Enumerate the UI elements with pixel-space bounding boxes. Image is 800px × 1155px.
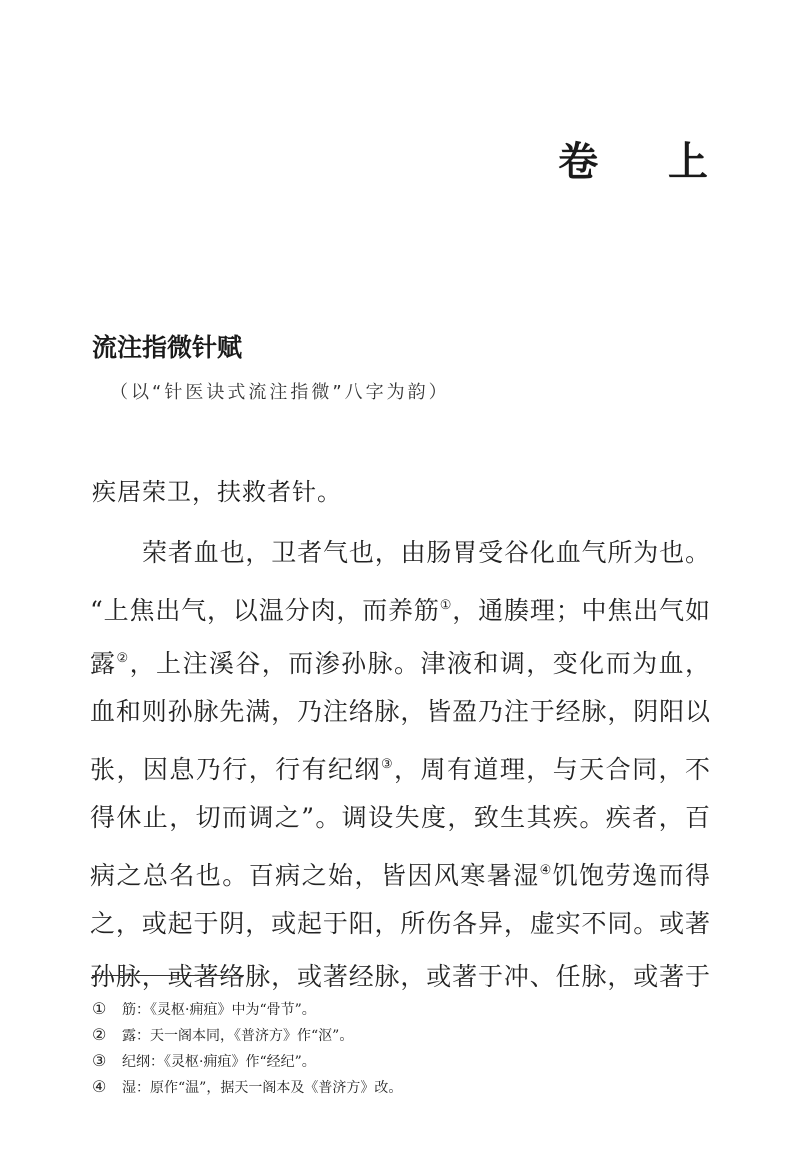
footnote-mark: ④ xyxy=(92,1077,107,1096)
text-segment: ，上注溪谷，而渗孙脉。津液和调，变化而为血， xyxy=(129,649,710,678)
footnote-mark: ② xyxy=(92,1025,107,1044)
chapter-title: 卷 上 xyxy=(558,138,736,185)
text-line xyxy=(90,795,710,848)
footnote-reference: ② xyxy=(116,651,130,666)
text-line xyxy=(90,583,710,636)
text-segment: 饥饱劳逸而得 xyxy=(552,861,710,890)
verse-heading: 疾居荣卫，扶救者针。 xyxy=(92,478,342,506)
text-line xyxy=(90,742,710,795)
text-line xyxy=(90,901,710,954)
footnote-text: 湿：原作“温”，据天一阁本及《普济方》改。 xyxy=(122,1080,403,1096)
footnote-text: 纪纲：《灵枢·痈疽》作“经纪”。 xyxy=(122,1054,316,1070)
footnotes xyxy=(92,996,402,1100)
text-segment: 孙脉，或著络脉，或著经脉，或著于冲、任脉，或著于 xyxy=(90,962,710,991)
section-subtitle: （以“针医诀式流注指微”八字为韵） xyxy=(110,382,450,403)
text-segment: “上焦出气，以温分肉，而养筋 xyxy=(90,596,440,625)
footnote-item xyxy=(92,1074,402,1100)
commentary-paragraph xyxy=(90,530,710,1007)
text-segment: 得休止，切而调之”。调设失度，致生其疾。疾者，百 xyxy=(90,803,710,832)
footnote-item xyxy=(92,1022,402,1048)
footnote-mark: ① xyxy=(92,999,107,1018)
section-title: 流注指微针赋 xyxy=(92,333,243,362)
text-line xyxy=(90,636,710,689)
footnote-mark: ③ xyxy=(92,1051,107,1070)
footnote-divider xyxy=(92,975,244,976)
text-line xyxy=(90,530,710,583)
text-segment: ，周有道理，与天合同，不 xyxy=(394,755,710,784)
text-line xyxy=(90,848,710,901)
text-segment: 荣者血也，卫者气也，由肠胃受谷化血气所为也。 xyxy=(142,538,710,567)
footnote-reference: ① xyxy=(439,598,453,613)
text-segment: 病之总名也。百病之始，皆因风寒暑湿 xyxy=(90,861,540,890)
text-segment: 露 xyxy=(90,649,117,678)
footnote-reference: ④ xyxy=(539,863,553,878)
footnote-text: 筋：《灵枢·痈疽》中为“骨节”。 xyxy=(122,1002,316,1018)
footnote-text: 露：天一阁本同，《普济方》作“沤”。 xyxy=(122,1028,354,1044)
footnote-item xyxy=(92,1048,402,1074)
footnote-item xyxy=(92,996,402,1022)
text-line xyxy=(90,689,710,742)
text-segment: 血和则孙脉先满，乃注络脉，皆盈乃注于经脉，阴阳以 xyxy=(90,697,710,726)
text-segment: 之，或起于阴，或起于阳，所伤各异，虚实不同。或著 xyxy=(90,909,710,938)
text-segment: 张，因息乃行，行有纪纲 xyxy=(90,755,381,784)
text-segment: ，通腠理；中焦出气如 xyxy=(452,596,710,625)
footnote-reference: ③ xyxy=(380,757,395,772)
